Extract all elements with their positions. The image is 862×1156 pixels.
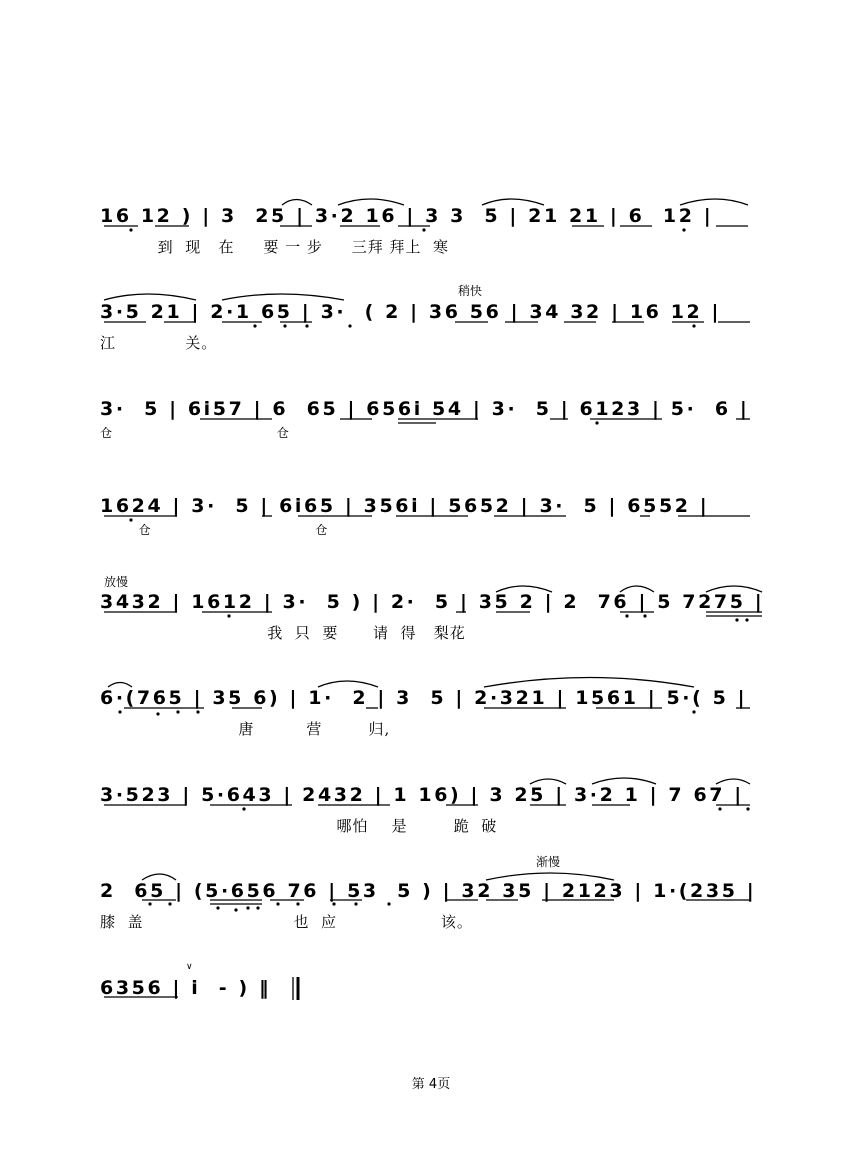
score-line-3 [100,397,768,457]
lyrics-row: 江 关。 [100,334,218,352]
lyrics-row: 膝 盖 也 应 该。 [100,913,473,931]
score-line-1 [100,204,768,264]
notation-row: 1624 | 3· 5 | 6i65 | 356i | 5652 | 3· 5 | 6552 | [100,495,710,517]
notation-row: 2 65 | (5·656 76 | 53 5 ) | 32 35 | 2123 | 1·(235 | [100,880,757,902]
breath-mark-icon: ∨ [186,962,193,972]
score-line-2 [100,300,768,360]
lyrics-row: 哪怕 是 跪 破 [100,817,498,835]
notation-row: 3· 5 | 6i57 | 6 65 | 656i 54 | 3· 5 | 6123 | 5· 6 | [100,398,750,420]
percussion-row: 仓 仓 [100,523,329,537]
notation-row: 6356 | i - ) ‖ [100,977,272,999]
lyrics-row: 到 现 在 要 一 步 三拜 拜上 寒 [100,238,450,256]
score-line-9 [100,976,768,1036]
score-line-5 [100,590,768,650]
tempo-marking: 放慢 [104,575,129,589]
notation-row: 16 12 ) | 3 25 | 3·2 16 | 3 3 5 | 21 21 | 6 12 | [100,205,714,227]
score-line-7 [100,783,768,843]
notation-row: 3·523 | 5·643 | 2432 | 1 16) | 3 25 | 3·2 1 | 7 67 | [100,784,744,806]
notation-row: 6·(765 | 35 6) | 1· 2 | 3 5 | 2·321 | 1561 | 5·( 5 | [100,687,748,709]
lyrics-row: 我 只 要 请 得 梨花 [100,624,466,642]
notation-row: 3·5 21 | 2·1 65 | 3· ( 2 | 36 56 | 34 32 | 16 12 | [100,301,722,323]
page-number: 第 4页 [411,1077,451,1092]
tempo-marking: 渐慢 [536,855,561,869]
score-line-6 [100,686,768,746]
percussion-row: 仓 仓 [100,426,290,440]
lyrics-row: 唐 营 归, [100,720,391,738]
score-line-4 [100,494,768,554]
lyrics-row [100,1009,768,1029]
notation-row: 3432 | 1612 | 3· 5 ) | 2· 5 | 35 2 | 2 76 | 5 7275 | [100,591,765,613]
tempo-marking: 稍快 [458,284,483,298]
score-line-8 [100,879,768,939]
